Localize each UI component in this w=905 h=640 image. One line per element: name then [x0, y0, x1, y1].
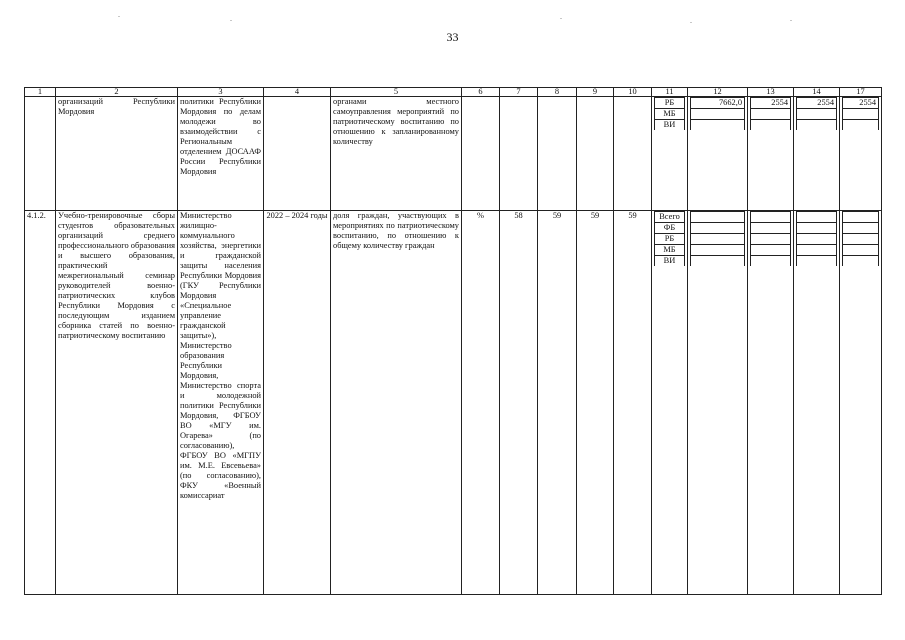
page-number: 33 [446, 30, 459, 44]
column-header: 7 [500, 88, 538, 97]
column-header: 5 [331, 88, 462, 97]
funding-value [691, 120, 745, 131]
funding-year-3 [840, 97, 882, 211]
value-cell: 59 [614, 211, 652, 595]
scan-speck [790, 20, 792, 21]
value-cell [500, 97, 538, 211]
column-header: 13 [748, 88, 794, 97]
funding-value [797, 212, 837, 223]
funding-value [691, 234, 745, 245]
value-cell [577, 97, 614, 211]
source-label: ВИ [655, 256, 685, 267]
source-label: Всего [655, 212, 685, 223]
source-label: РБ [655, 234, 685, 245]
funding-value [691, 245, 745, 256]
indicator: органами местного самоуправления мероприятий по патриотическому воспитанию по отношению к запланированному количеству [331, 97, 462, 211]
funding-value [751, 109, 791, 120]
period: 2022 – 2024 годы [264, 211, 331, 595]
column-header: 1 [25, 88, 56, 97]
source-label: ФБ [655, 223, 685, 234]
source-label: РБ [655, 98, 685, 109]
funding-year-1 [748, 211, 794, 595]
row-number: 4.1.2. [25, 211, 56, 595]
funding-value [751, 234, 791, 245]
funding-value [751, 120, 791, 131]
funding-value [751, 245, 791, 256]
funding-value [797, 223, 837, 234]
event-name: организаций Республики Мордовия [56, 97, 178, 211]
funding-value [797, 120, 837, 131]
funding-year-2 [794, 211, 840, 595]
funding-value [691, 109, 745, 120]
source-label: МБ [655, 245, 685, 256]
scan-speck [230, 20, 232, 21]
event-name: Учебно-тренировочные сборы студентов образовательных организаций среднего профессионального образования и высшего образования, практический межрегиональный семинар руководителей военно-патриотических клубов Республики Мордовия с последующим изданием сборника статей по военно-патриотическому воспитанию [56, 211, 178, 595]
value-cell: 59 [577, 211, 614, 595]
funding-value [843, 234, 879, 245]
scan-speck [118, 16, 120, 17]
column-header: 8 [538, 88, 577, 97]
table-row [25, 211, 882, 595]
funding-value [843, 212, 879, 223]
funding-value [691, 256, 745, 267]
funding-sources [652, 211, 688, 595]
funding-value [691, 212, 745, 223]
funding-value: 2554 [751, 98, 791, 109]
period [264, 97, 331, 211]
funding-value [751, 256, 791, 267]
scan-speck [690, 22, 692, 23]
column-header: 17 [840, 88, 882, 97]
funding-total [688, 97, 748, 211]
column-header: 4 [264, 88, 331, 97]
unit-cell [462, 97, 500, 211]
value-cell: 58 [500, 211, 538, 595]
funding-value [843, 120, 879, 131]
funding-year-2 [794, 97, 840, 211]
column-header: 3 [178, 88, 264, 97]
funding-value [843, 245, 879, 256]
column-header: 10 [614, 88, 652, 97]
row-number [25, 97, 56, 211]
funding-sources [652, 97, 688, 211]
value-cell: 59 [538, 211, 577, 595]
executor: Министерство жилищно-коммунального хозяйства, энергетики и гражданской защиты населения Республики Мордовия (ГКУ Республики Мордовия «Специальное управление гражданской защиты»), Министерство образования Республики Мордовия, Министерство спорта и молодежной политики Республики Мордовия, ФГБОУ ВО «МГУ им. Огарева» (по согласованию), ФГБОУ ВО «МГПУ им. М.Е. Евсевьева» (по согласованию), ФКУ «Военный комиссариат [178, 211, 264, 595]
funding-total [688, 211, 748, 595]
funding-value: 2554 [843, 98, 879, 109]
funding-value [691, 223, 745, 234]
source-label: ВИ [655, 120, 685, 131]
funding-value [797, 234, 837, 245]
funding-year-3 [840, 211, 882, 595]
unit-cell: % [462, 211, 500, 595]
scan-speck [560, 18, 562, 19]
column-header: 9 [577, 88, 614, 97]
column-header: 14 [794, 88, 840, 97]
value-cell [538, 97, 577, 211]
funding-value [843, 256, 879, 267]
funding-value [797, 256, 837, 267]
funding-value [797, 245, 837, 256]
program-table [24, 87, 882, 595]
funding-value [843, 109, 879, 120]
column-header: 12 [688, 88, 748, 97]
header-row [25, 88, 882, 97]
funding-value [751, 212, 791, 223]
column-header: 11 [652, 88, 688, 97]
value-cell [614, 97, 652, 211]
funding-value [797, 109, 837, 120]
executor: политики Республики Мордовия по делам молодежи во взаимодействии с Региональным отделением ДОСААФ России Республики Мордовия [178, 97, 264, 211]
funding-value [843, 223, 879, 234]
column-header: 6 [462, 88, 500, 97]
column-header: 2 [56, 88, 178, 97]
indicator: доля граждан, участвующих в мероприятиях по патриотическому воспитанию, по отношению к общему количеству граждан [331, 211, 462, 595]
source-label: МБ [655, 109, 685, 120]
funding-value [751, 223, 791, 234]
funding-value: 2554 [797, 98, 837, 109]
table-row [25, 97, 882, 211]
funding-value: 7662,0 [691, 98, 745, 109]
funding-year-1 [748, 97, 794, 211]
